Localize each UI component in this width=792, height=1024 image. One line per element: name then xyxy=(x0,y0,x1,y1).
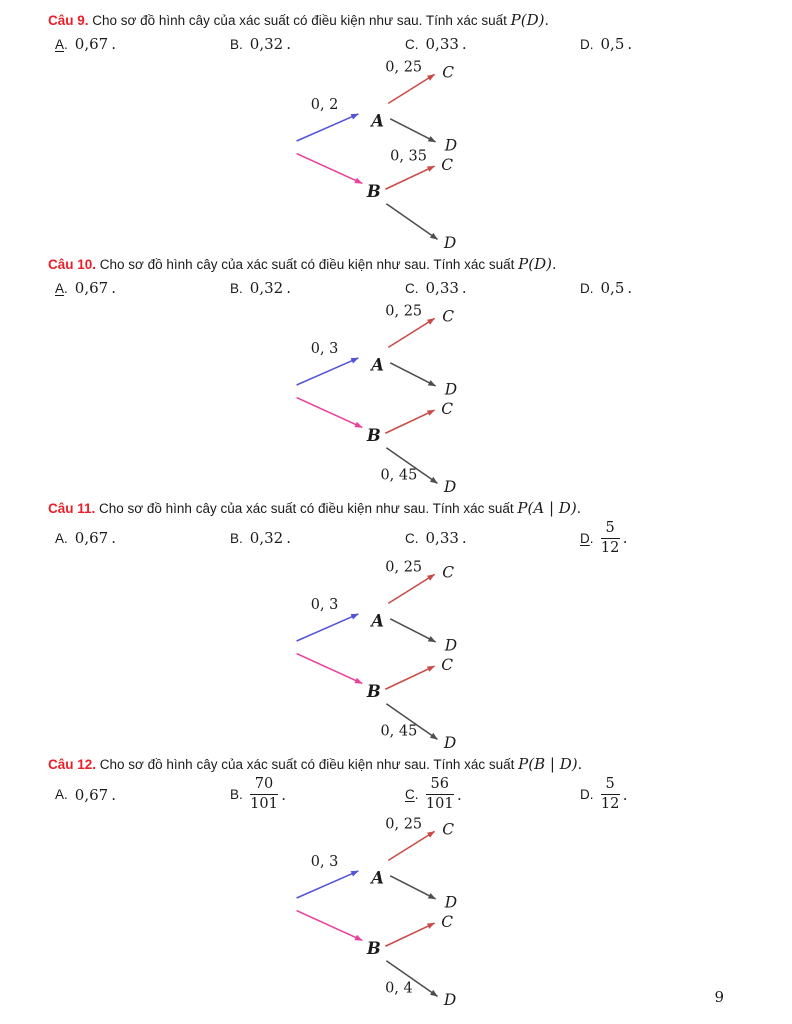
tree-node-a: A xyxy=(371,111,385,131)
branch-a-to-d xyxy=(390,619,435,642)
option-letter-char: D xyxy=(580,530,590,546)
question-header xyxy=(0,255,792,273)
branch-b-to-c xyxy=(385,666,434,689)
branch-a-to-c xyxy=(388,318,434,347)
branch-a-to-d xyxy=(390,119,435,142)
option-letter: C. xyxy=(405,530,419,546)
option-suffix: . xyxy=(111,279,116,297)
option-suffix: . xyxy=(456,785,462,804)
question-formula: P(B | D) xyxy=(518,755,578,774)
fraction-denominator: 101 xyxy=(250,796,278,813)
option-letter: D. xyxy=(580,530,594,546)
option-letter: B. xyxy=(230,36,243,52)
branch-root-to-a xyxy=(297,114,359,141)
answer-option xyxy=(55,279,230,297)
answer-option xyxy=(580,279,792,297)
question-prompt: Cho sơ đồ hình cây của xác suất có điều kiện như sau. Tính xác suất xyxy=(88,13,511,28)
answer-option xyxy=(580,520,792,556)
tree-prob-root-a: 0, 3 xyxy=(310,597,339,614)
option-letter: A. xyxy=(55,280,68,296)
option-value: 0,67 xyxy=(74,35,109,53)
tree-node-a: A xyxy=(371,868,385,888)
question-prompt: Cho sơ đồ hình cây của xác suất có điều kiện như sau. Tính xác suất xyxy=(96,757,519,773)
option-suffix: . xyxy=(286,529,291,548)
tree-container xyxy=(292,815,792,1008)
option-suffix: . xyxy=(461,35,467,53)
option-value: 0,67 xyxy=(74,279,109,297)
tree-node-a: A xyxy=(371,611,385,631)
branch-a-to-c xyxy=(388,831,434,860)
option-suffix: . xyxy=(111,529,116,548)
option-letter-char: A xyxy=(55,36,65,52)
question-formula: P(D) xyxy=(510,11,545,29)
branch-a-to-c xyxy=(388,74,434,103)
question-header xyxy=(0,755,792,773)
tree-node-c-top: C xyxy=(442,63,455,82)
tree-prob-b-d: 0, 4 xyxy=(385,980,413,997)
tree-node-d-bottom: D xyxy=(443,478,457,495)
option-value: 0,32 xyxy=(249,35,284,53)
option-suffix: . xyxy=(627,279,633,297)
fraction-numerator: 5 xyxy=(601,520,620,539)
question-number: Câu 11. xyxy=(48,501,96,516)
tree-node-d-bottom: D xyxy=(443,990,457,1008)
option-letter-char: C xyxy=(405,530,415,546)
option-value: 0,33 xyxy=(425,35,459,53)
option-letter-char: D xyxy=(580,787,590,803)
branch-a-to-d xyxy=(390,363,435,386)
answer-option xyxy=(55,786,230,804)
option-letter-char: C xyxy=(405,36,415,52)
branch-root-to-b xyxy=(297,910,363,940)
branch-b-to-d xyxy=(386,204,437,240)
tree-node-d-bottom: D xyxy=(443,234,457,251)
option-value: 0,67 xyxy=(74,529,109,548)
option-fraction xyxy=(601,520,620,556)
tree-prob-a-c: 0, 25 xyxy=(385,59,423,76)
branch-b-to-c xyxy=(385,923,434,946)
option-fraction xyxy=(426,776,454,812)
question-header xyxy=(0,499,792,517)
fraction-denominator: 101 xyxy=(425,796,454,813)
branch-root-to-b xyxy=(297,398,363,428)
tree-node-c-top: C xyxy=(442,819,455,838)
question-number: Câu 9. xyxy=(48,13,89,28)
answer-option xyxy=(405,529,580,547)
tree-node-b: B xyxy=(366,682,381,702)
tree-node-d-top: D xyxy=(444,136,458,155)
option-value: 0,32 xyxy=(249,529,284,548)
question-block xyxy=(0,499,792,751)
options-row xyxy=(0,776,792,812)
tree-node-c-top: C xyxy=(442,307,455,326)
option-suffix: . xyxy=(111,785,116,804)
tree-node-b: B xyxy=(366,938,381,958)
tree-container xyxy=(292,58,792,251)
branch-root-to-a xyxy=(297,358,359,385)
answer-option xyxy=(405,35,580,53)
tree-node-c-bottom: C xyxy=(441,155,454,174)
tree-node-c-bottom: C xyxy=(441,399,454,418)
tree-node-b: B xyxy=(366,181,381,201)
option-suffix: . xyxy=(461,529,467,548)
option-letter-char: B xyxy=(230,280,240,296)
option-fraction xyxy=(250,776,278,812)
option-value: 0,32 xyxy=(249,279,284,297)
fraction-numerator: 56 xyxy=(426,776,454,795)
tree-node-a: A xyxy=(371,355,385,375)
question-terminator: . xyxy=(577,757,583,774)
question-prompt: Cho sơ đồ hình cây của xác suất có điều kiện như sau. Tính xác suất xyxy=(95,501,518,516)
option-letter-char: B xyxy=(230,530,240,546)
tree-node-d-bottom: D xyxy=(443,734,457,752)
answer-option xyxy=(580,35,792,53)
answer-option xyxy=(230,529,405,547)
tree-container xyxy=(292,302,792,495)
tree-prob-b-c: 0, 35 xyxy=(390,148,427,165)
options-row xyxy=(0,276,792,300)
tree-node-d-top: D xyxy=(444,380,458,399)
option-suffix: . xyxy=(461,279,467,297)
tree-node-c-bottom: C xyxy=(441,912,454,931)
tree-prob-root-a: 0, 3 xyxy=(310,341,339,358)
option-letter-char: A xyxy=(55,530,65,546)
fraction-denominator: 12 xyxy=(600,796,620,813)
option-letter-char: D xyxy=(580,36,590,52)
option-letter: B. xyxy=(230,787,243,803)
tree-prob-a-c: 0, 25 xyxy=(385,559,423,576)
answer-option xyxy=(405,279,580,297)
question-terminator: . xyxy=(576,501,582,517)
option-letter-char: A xyxy=(55,280,65,296)
page-number: 9 xyxy=(714,988,724,1006)
question-block xyxy=(0,11,792,251)
tree-prob-a-c: 0, 25 xyxy=(385,816,423,833)
option-letter: D. xyxy=(580,36,594,52)
option-value: 0,5 xyxy=(600,279,625,297)
branch-root-to-b xyxy=(297,154,363,184)
question-header xyxy=(0,11,792,29)
branch-root-to-a xyxy=(297,614,359,641)
fraction-denominator: 12 xyxy=(600,539,620,556)
probability-tree-diagram xyxy=(292,302,472,495)
options-row xyxy=(0,32,792,56)
answer-option xyxy=(55,529,230,547)
option-letter: A. xyxy=(55,530,68,546)
question-terminator: . xyxy=(544,13,549,29)
tree-node-d-top: D xyxy=(444,636,458,655)
tree-prob-b-d: 0, 45 xyxy=(380,723,418,740)
option-suffix: . xyxy=(111,35,116,53)
tree-prob-a-c: 0, 25 xyxy=(385,303,423,320)
option-value: 0,67 xyxy=(74,785,109,804)
tree-prob-root-a: 0, 2 xyxy=(310,97,339,114)
question-terminator: . xyxy=(552,257,557,273)
answer-option xyxy=(405,776,580,812)
option-letter-char: B xyxy=(230,36,240,52)
option-suffix: . xyxy=(286,35,291,53)
answer-option xyxy=(230,776,405,812)
branch-root-to-b xyxy=(297,654,363,684)
option-value: 0,33 xyxy=(425,529,459,548)
tree-node-c-bottom: C xyxy=(441,656,454,675)
option-letter: C. xyxy=(405,787,419,803)
option-letter: D. xyxy=(580,787,594,803)
branch-a-to-d xyxy=(390,875,435,898)
question-number: Câu 12. xyxy=(48,757,97,773)
options-row xyxy=(0,520,792,556)
fraction-numerator: 5 xyxy=(601,776,620,795)
question-number: Câu 10. xyxy=(48,257,97,272)
question-formula: P(A | D) xyxy=(517,499,577,517)
option-letter: A. xyxy=(55,36,68,52)
option-suffix: . xyxy=(627,35,633,53)
answer-option xyxy=(230,279,405,297)
option-suffix: . xyxy=(281,785,287,804)
question-prompt: Cho sơ đồ hình cây của xác suất có điều kiện như sau. Tính xác suất xyxy=(96,257,519,272)
option-value: 0,5 xyxy=(600,35,625,53)
branch-root-to-a xyxy=(297,871,359,898)
tree-prob-root-a: 0, 3 xyxy=(310,853,339,870)
tree-container xyxy=(292,558,792,751)
option-suffix: . xyxy=(622,785,628,804)
option-suffix: . xyxy=(286,279,291,297)
probability-tree-diagram xyxy=(292,558,472,751)
tree-prob-b-d: 0, 45 xyxy=(380,467,418,484)
question-block xyxy=(0,755,792,1007)
branch-b-to-c xyxy=(385,166,434,189)
option-letter: C. xyxy=(405,36,419,52)
option-letter-char: C xyxy=(405,280,415,296)
fraction-numerator: 70 xyxy=(250,776,278,795)
tree-node-c-top: C xyxy=(442,563,455,582)
answer-option xyxy=(55,35,230,53)
option-letter-char: A xyxy=(55,787,65,803)
option-letter: D. xyxy=(580,280,594,296)
answer-option xyxy=(580,776,792,812)
option-letter: B. xyxy=(230,530,243,546)
branch-b-to-c xyxy=(385,410,434,433)
option-letter-char: C xyxy=(405,787,415,803)
option-letter-char: B xyxy=(230,787,240,803)
option-letter: C. xyxy=(405,280,419,296)
answer-option xyxy=(230,35,405,53)
tree-node-b: B xyxy=(366,425,381,445)
option-value: 0,33 xyxy=(425,279,459,297)
probability-tree-diagram xyxy=(292,815,472,1008)
question-block xyxy=(0,255,792,495)
questions-list xyxy=(0,11,792,1008)
option-fraction xyxy=(601,776,620,812)
tree-node-d-top: D xyxy=(444,893,458,912)
branch-a-to-c xyxy=(388,575,434,604)
option-letter: A. xyxy=(55,787,68,803)
option-suffix: . xyxy=(622,529,628,548)
option-letter: B. xyxy=(230,280,243,296)
probability-tree-diagram xyxy=(292,58,472,251)
question-formula: P(D) xyxy=(518,255,552,273)
option-letter-char: D xyxy=(580,280,590,296)
